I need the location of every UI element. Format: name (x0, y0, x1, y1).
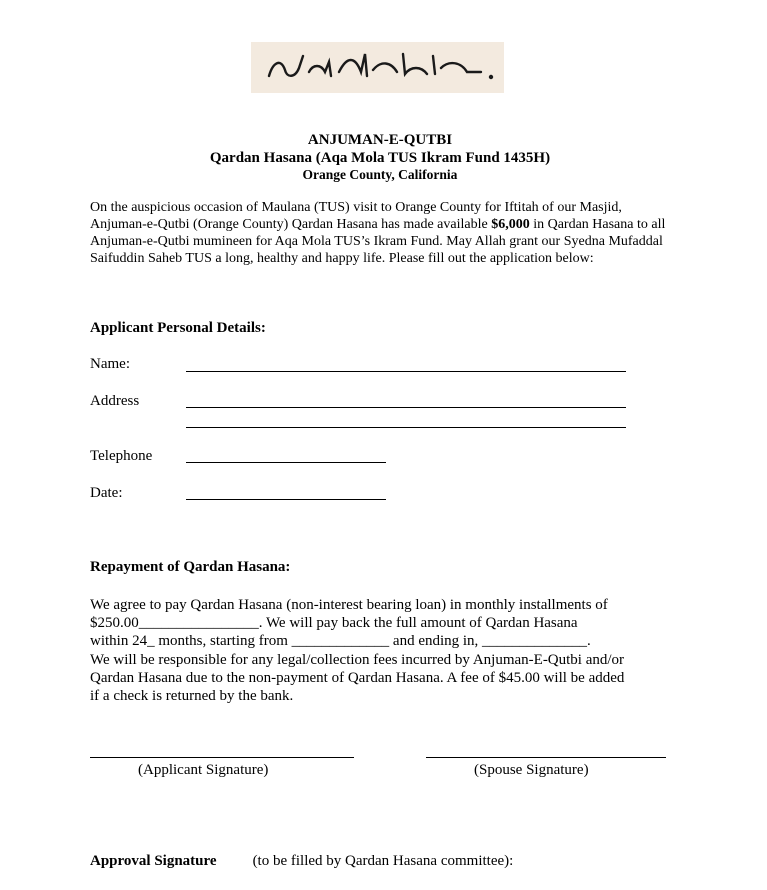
repayment-line-3: within 24_ months, starting from _____________ and ending in, ______________. (90, 633, 591, 650)
applicant-signature-line[interactable] (90, 757, 354, 758)
name-field-line[interactable] (186, 371, 626, 372)
fund-title: Qardan Hasana (Aqa Mola TUS Ikram Fund 1435H) (209, 150, 551, 166)
document-heading (0, 131, 760, 183)
repayment-paragraph (90, 596, 670, 705)
date-field-line[interactable] (186, 499, 386, 500)
intro-text-2: in Qardan Hasana to all Anjuman-e-Qutbi mumineen for Aqa Mola TUS’s Ikram Fund. May Allah grant our Syedna Mufaddal Saifuddin Saheb TUS a long, healthy and happy life. Please fill out the application below: (90, 217, 666, 266)
applicant-section-title: Applicant Personal Details: (90, 320, 266, 336)
org-title: ANJUMAN-E-QUTBI (307, 132, 453, 148)
name-label: Name: (90, 356, 130, 372)
telephone-label: Telephone (90, 448, 153, 464)
address-field-line-2[interactable] (186, 427, 626, 428)
repayment-line-6: if a check is returned by the bank. (90, 688, 294, 705)
approval-row (90, 853, 513, 870)
location-title: Orange County, California (302, 167, 458, 182)
address-label: Address (90, 393, 140, 409)
intro-amount: $6,000 (491, 217, 530, 232)
spouse-signature-line[interactable] (426, 757, 666, 758)
bismillah-calligraphy-logo (251, 42, 504, 93)
telephone-field-line[interactable] (186, 462, 386, 463)
spouse-signature-label: (Spouse Signature) (474, 762, 589, 778)
intro-paragraph (90, 199, 670, 267)
repayment-line-5: Qardan Hasana due to the non-payment of Qardan Hasana. A fee of $45.00 will be added (90, 669, 625, 686)
repayment-section-title: Repayment of Qardan Hasana: (90, 559, 291, 575)
calligraphy-image (251, 42, 504, 93)
address-field-line-1[interactable] (186, 407, 626, 408)
repayment-line-1: We agree to pay Qardan Hasana (non-interest bearing loan) in monthly installments of (90, 597, 608, 613)
date-label: Date: (90, 485, 123, 501)
applicant-signature-label: (Applicant Signature) (138, 762, 269, 778)
repayment-line-2: $250.00________________. We will pay back the full amount of Qardan Hasana (90, 615, 578, 632)
repayment-line-4: We will be responsible for any legal/collection fees incurred by Anjuman-E-Qutbi and/or (90, 651, 625, 668)
approval-note: (to be filled by Qardan Hasana committee): (252, 853, 514, 869)
approval-label: Approval Signature (90, 853, 217, 869)
intro-text-1: On the auspicious occasion of Maulana (TUS) visit to Orange County for Iftitah of our Masjid, Anjuman-e-Qutbi (Orange County) Qardan Hasana has made available (90, 200, 622, 232)
